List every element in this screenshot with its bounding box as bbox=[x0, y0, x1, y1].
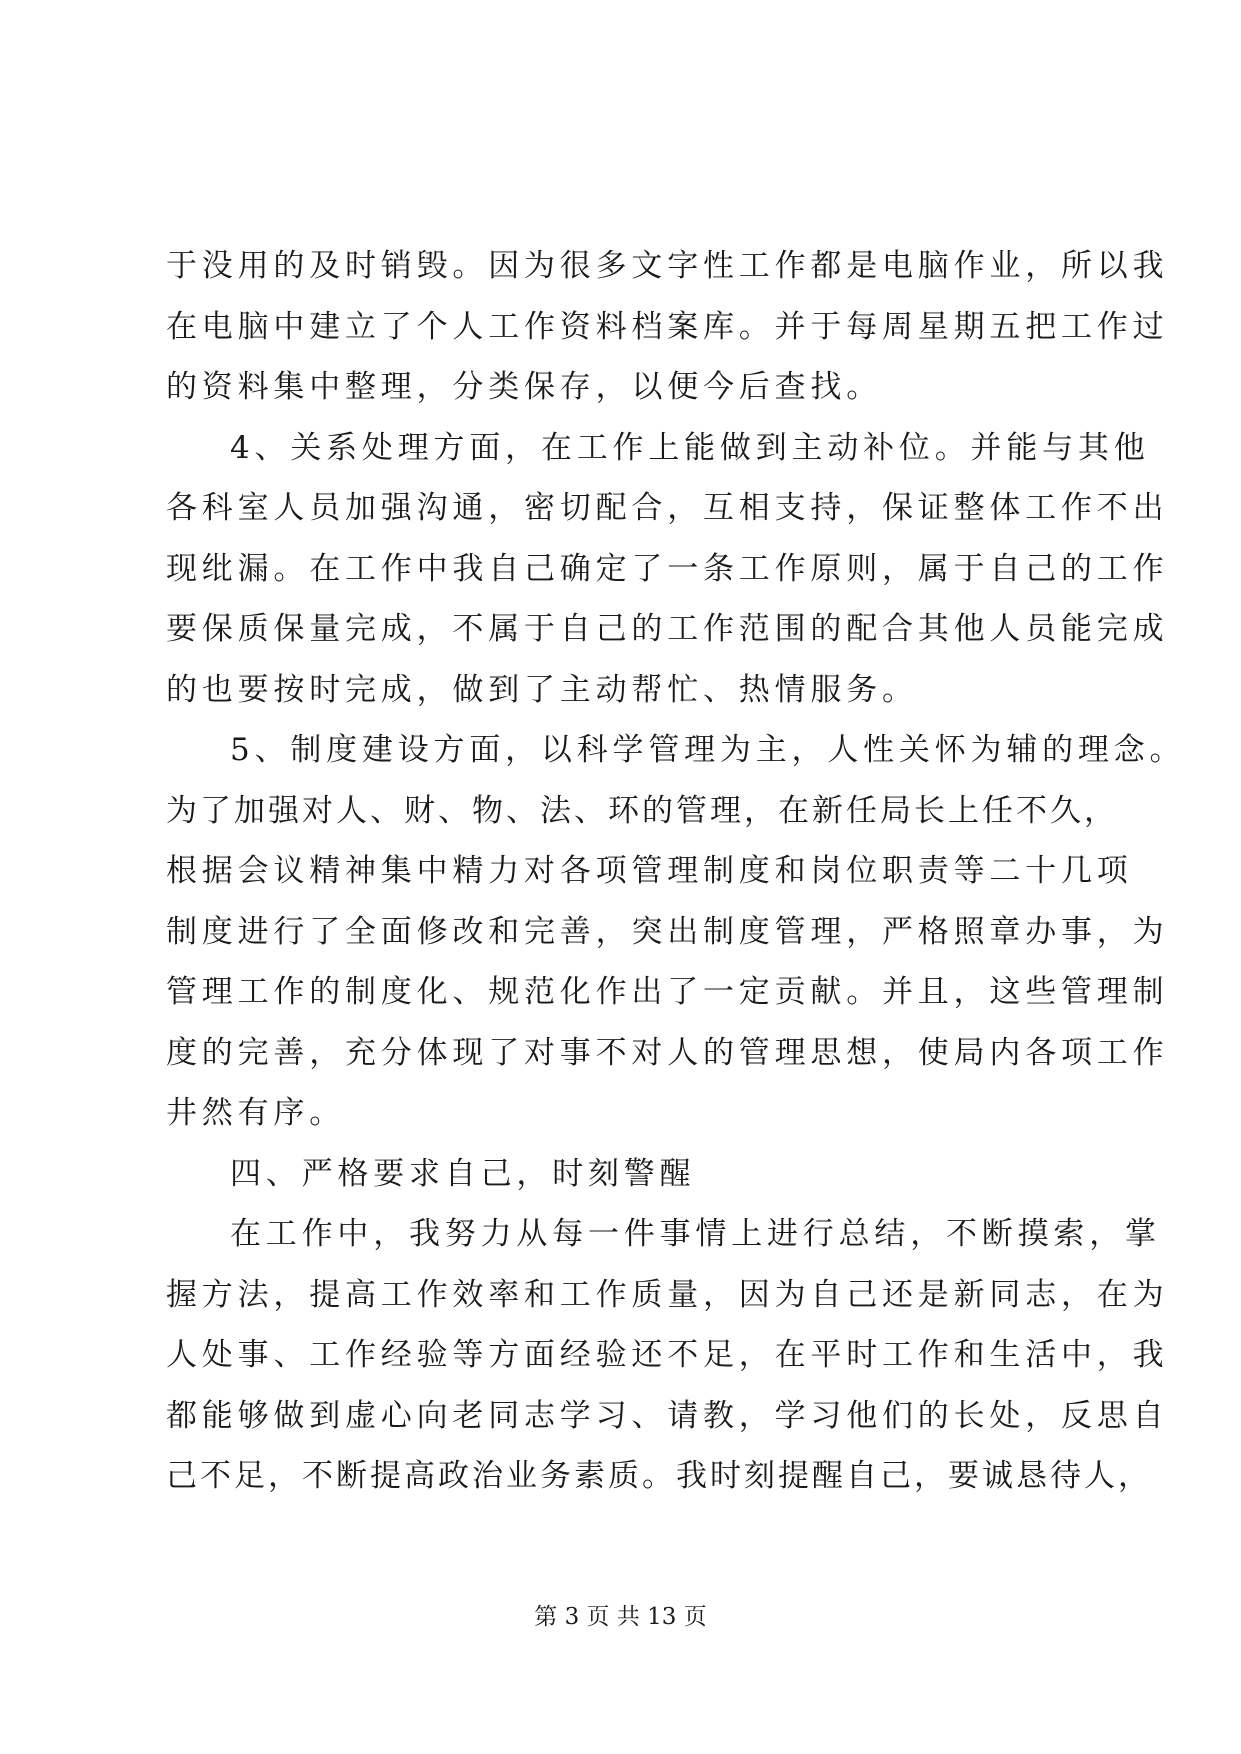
text-line: 管理工作的制度化、规范化作出了一定贡献。并且，这些管理制 bbox=[166, 974, 1169, 1010]
text-line: 为了加强对人、财、物、法、环的管理，在新任局长上任不久， bbox=[166, 792, 1118, 829]
text-line: 现纰漏。在工作中我自己确定了一条工作原则，属于自己的工作 bbox=[166, 550, 1169, 587]
text-line: 都能够做到虚心向老同志学习、请教，学习他们的长处，反思自 bbox=[166, 1397, 1169, 1434]
text-line: 在工作中，我努力从每一件事情上进行总结，不断摸索，掌 bbox=[230, 1216, 1161, 1252]
text-line: 在电脑中建立了个人工作资料档案库。并于每周星期五把工作过 bbox=[166, 308, 1169, 345]
text-line: 要保质保量完成，不属于自己的工作范围的配合其他人员能完成 bbox=[166, 611, 1169, 647]
text-line: 5、制度建设方面，以科学管理为主，人性关怀为辅的理念。 bbox=[230, 732, 1186, 768]
text-line: 4、关系处理方面，在工作上能做到主动补位。并能与其他 bbox=[230, 429, 1150, 466]
text-line: 井然有序。 bbox=[166, 1095, 345, 1131]
text-line: 握方法，提高工作效率和工作质量，因为自己还是新同志，在为 bbox=[166, 1276, 1169, 1313]
text-line: 各科室人员加强沟通，密切配合，互相支持，保证整体工作不出 bbox=[166, 490, 1169, 526]
text-line: 的资料集中整理，分类保存，以便今后查找。 bbox=[166, 369, 882, 405]
section-heading: 四、严格要求自己，时刻警醒 bbox=[230, 1155, 696, 1192]
text-line: 于没用的及时销毁。因为很多文字性工作都是电脑作业，所以我 bbox=[166, 248, 1169, 284]
text-line: 己不足，不断提高政治业务素质。我时刻提醒自己，要诚恳待人， bbox=[166, 1458, 1152, 1494]
text-line: 度的完善，充分体现了对事不对人的管理思想，使局内各项工作 bbox=[166, 1034, 1169, 1071]
document-body bbox=[166, 236, 1186, 1507]
text-line: 制度进行了全面修改和完善，突出制度管理，严格照章办事，为 bbox=[166, 913, 1169, 950]
text-line: 的也要按时完成，做到了主动帮忙、热情服务。 bbox=[166, 671, 918, 708]
page-number-footer: 第 3 页 共 13 页 bbox=[534, 1604, 707, 1630]
text-line: 人处事、工作经验等方面经验还不足，在平时工作和生活中，我 bbox=[166, 1337, 1169, 1373]
text-line: 根据会议精神集中精力对各项管理制度和岗位职责等二十几项 bbox=[166, 853, 1133, 889]
